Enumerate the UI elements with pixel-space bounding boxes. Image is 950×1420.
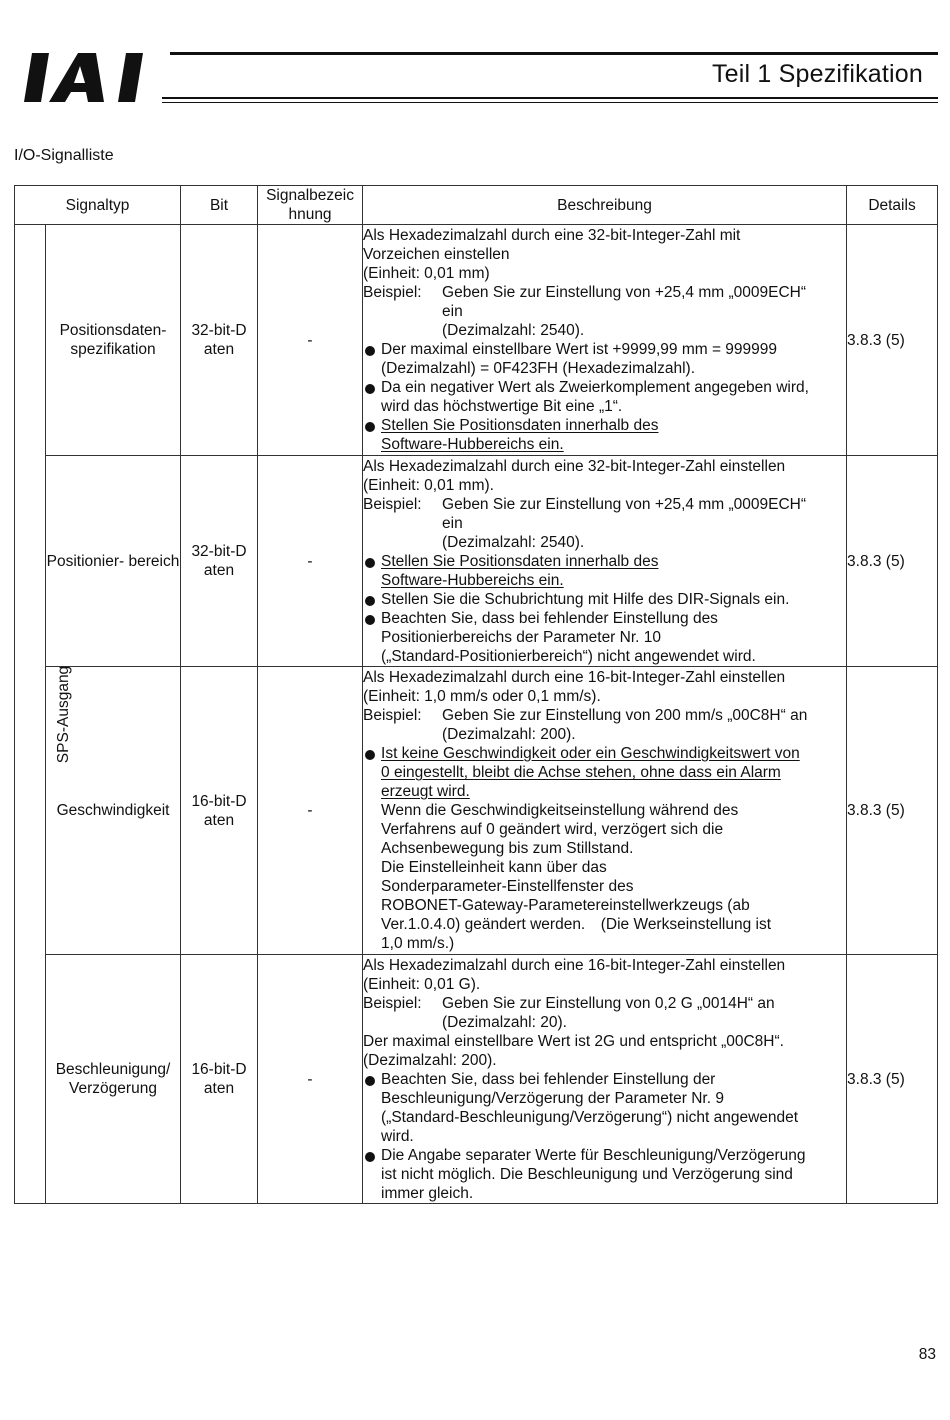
continuation-line: Achsenbewegung bis zum Stillstand. bbox=[381, 840, 634, 857]
table-row bbox=[15, 456, 938, 667]
bullet-icon bbox=[363, 340, 381, 378]
section-title: I/O-Signalliste bbox=[14, 147, 114, 164]
example-label: Beispiel: bbox=[363, 284, 422, 301]
header-rule-bottom-thin bbox=[162, 102, 938, 103]
description-line: (Einheit: 0,01 mm) bbox=[363, 265, 490, 282]
example-label: Beispiel: bbox=[363, 495, 422, 513]
bullet-line: Die Angabe separater Werte für Beschleunigung/Verzögerung bbox=[381, 1146, 806, 1164]
example-label: Beispiel: bbox=[363, 707, 422, 724]
document-title: Teil 1 Spezifikation bbox=[711, 60, 923, 88]
column-header-signaltyp: Signaltyp bbox=[15, 186, 181, 225]
bullet-line: Software-Hubbereichs ein. bbox=[381, 436, 564, 453]
details-cell: 3.8.3 (5) bbox=[847, 456, 938, 667]
example-line: ein bbox=[442, 303, 463, 320]
bullet-item bbox=[363, 609, 846, 666]
page-header bbox=[0, 0, 950, 110]
example-label: Beispiel: bbox=[363, 994, 422, 1012]
table-row bbox=[15, 667, 938, 955]
signal-type-cell: Beschleunigung/ Verzögerung bbox=[46, 955, 181, 1204]
signal-type-cell: Positionsdaten- spezifikation bbox=[46, 225, 181, 456]
example-line: ein bbox=[442, 514, 463, 532]
signal-name-cell: - bbox=[258, 667, 363, 955]
bullet-item bbox=[363, 1070, 846, 1146]
table-row bbox=[15, 225, 938, 456]
bullet-line: Beachten Sie, dass bei fehlender Einstellung der bbox=[381, 1070, 716, 1088]
bullet-line: Positionierbereichs der Parameter Nr. 10 bbox=[381, 628, 662, 646]
description-line: Als Hexadezimalzahl durch eine 32-bit-Integer-Zahl mit bbox=[363, 227, 741, 244]
description-line: (Einheit: 0,01 G). bbox=[363, 975, 481, 993]
continuation-line: Wenn die Geschwindigkeitseinstellung während des bbox=[381, 802, 739, 819]
bullet-item bbox=[363, 340, 846, 378]
bullet-icon bbox=[363, 416, 381, 454]
description-line: Als Hexadezimalzahl durch eine 16-bit-Integer-Zahl einstellen bbox=[363, 956, 786, 974]
io-signal-table bbox=[14, 185, 938, 1204]
bullet-item bbox=[363, 378, 846, 416]
example-block bbox=[363, 283, 846, 302]
bullet-icon bbox=[363, 378, 381, 416]
bit-cell: 32-bit-D aten bbox=[181, 456, 258, 667]
example-line: (Dezimalzahl: 2540). bbox=[442, 322, 585, 339]
example-line: Geben Sie zur Einstellung von 200 mm/s „00C8H“ an bbox=[442, 707, 808, 724]
column-header-bit: Bit bbox=[181, 186, 258, 225]
bullet-line: Ist keine Geschwindigkeit oder ein Geschwindigkeitswert von bbox=[381, 745, 800, 762]
description-cell bbox=[363, 667, 847, 955]
signal-name-cell: - bbox=[258, 456, 363, 667]
example-line: (Dezimalzahl: 20). bbox=[442, 1013, 567, 1031]
signal-name-cell: - bbox=[258, 955, 363, 1204]
description-cell bbox=[363, 955, 847, 1204]
details-cell: 3.8.3 (5) bbox=[847, 225, 938, 456]
bullet-line: (Dezimalzahl) = 0F423FH (Hexadezimalzahl). bbox=[381, 360, 695, 377]
iai-logo bbox=[22, 50, 162, 105]
description-line: (Dezimalzahl: 200). bbox=[363, 1051, 497, 1069]
example-block bbox=[363, 994, 846, 1013]
bullet-line: Da ein negativer Wert als Zweierkomplement angegeben wird, bbox=[381, 379, 809, 396]
description-cell bbox=[363, 225, 847, 456]
bullet-line: wird. bbox=[381, 1127, 414, 1145]
bullet-line: Der maximal einstellbare Wert ist +9999,99 mm = 999999 bbox=[381, 341, 778, 358]
continuation-line: Sonderparameter-Einstellfenster des bbox=[381, 878, 634, 895]
bullet-item bbox=[363, 590, 846, 609]
bullet-line: immer gleich. bbox=[381, 1184, 474, 1202]
header-rule-top bbox=[170, 52, 938, 55]
column-header-details: Details bbox=[847, 186, 938, 225]
bullet-item bbox=[363, 552, 846, 590]
bullet-line: („Standard-Beschleunigung/Verzögerung“) nicht angewendet bbox=[381, 1108, 799, 1126]
signal-name-cell: - bbox=[258, 225, 363, 456]
bullet-line: ist nicht möglich. Die Beschleunigung und Verzögerung sind bbox=[381, 1165, 793, 1183]
page-number: 83 bbox=[918, 1346, 936, 1363]
example-block bbox=[363, 495, 846, 514]
bullet-icon bbox=[363, 744, 381, 801]
example-line: Geben Sie zur Einstellung von 0,2 G „0014H“ an bbox=[442, 994, 775, 1012]
signal-type-cell: Positionier- bereich bbox=[46, 456, 181, 667]
bullet-line: erzeugt wird. bbox=[381, 783, 470, 800]
example-line: (Dezimalzahl: 2540). bbox=[442, 533, 585, 551]
bullet-line: Stellen Sie Positionsdaten innerhalb des bbox=[381, 552, 659, 570]
continuation-line: Die Einstelleinheit kann über das bbox=[381, 859, 607, 876]
table-header-row bbox=[15, 186, 938, 225]
table-row bbox=[15, 955, 938, 1204]
bullet-line: Beachten Sie, dass bei fehlender Einstellung des bbox=[381, 609, 718, 627]
bullet-icon bbox=[363, 1070, 381, 1146]
header-rule-bottom bbox=[162, 97, 938, 99]
description-line: (Einheit: 1,0 mm/s oder 0,1 mm/s). bbox=[363, 688, 601, 705]
bullet-item bbox=[363, 744, 846, 801]
description-line: Vorzeichen einstellen bbox=[363, 246, 510, 263]
bullet-icon bbox=[363, 609, 381, 666]
signal-type-cell: Geschwindigkeit bbox=[46, 667, 181, 955]
description-line: Als Hexadezimalzahl durch eine 32-bit-Integer-Zahl einstellen bbox=[363, 457, 786, 475]
example-line: Geben Sie zur Einstellung von +25,4 mm „0009ECH“ bbox=[442, 284, 807, 301]
bit-cell: 16-bit-D aten bbox=[181, 955, 258, 1204]
details-cell: 3.8.3 (5) bbox=[847, 955, 938, 1204]
bullet-line: Stellen Sie Positionsdaten innerhalb des bbox=[381, 417, 659, 434]
column-header-signal-name: Signalbezeic hnung bbox=[258, 186, 363, 225]
bullet-icon bbox=[363, 552, 381, 590]
continuation-line: Verfahrens auf 0 geändert wird, verzögert sich die bbox=[381, 821, 724, 838]
bit-cell: 32-bit-D aten bbox=[181, 225, 258, 456]
bullet-line: („Standard-Positionierbereich“) nicht angewendet wird. bbox=[381, 647, 756, 665]
bullet-icon bbox=[363, 1146, 381, 1203]
description-line: Als Hexadezimalzahl durch eine 16-bit-Integer-Zahl einstellen bbox=[363, 669, 786, 686]
description-line: Der maximal einstellbare Wert ist 2G und entspricht „00C8H“. bbox=[363, 1032, 784, 1050]
example-line: Geben Sie zur Einstellung von +25,4 mm „0009ECH“ bbox=[442, 495, 807, 513]
bullet-icon bbox=[363, 590, 381, 609]
continuation-line: Ver.1.0.4.0) geändert werden. (Die Werkseinstellung ist bbox=[381, 916, 772, 933]
bullet-line: Stellen Sie die Schubrichtung mit Hilfe des DIR-Signals ein. bbox=[381, 590, 790, 608]
bullet-line: Software-Hubbereichs ein. bbox=[381, 571, 564, 589]
column-header-beschreibung: Beschreibung bbox=[363, 186, 847, 225]
bullet-item bbox=[363, 416, 846, 454]
bullet-line: wird das höchstwertige Bit eine „1“. bbox=[381, 398, 623, 415]
bullet-line: Beschleunigung/Verzögerung der Parameter Nr. 9 bbox=[381, 1089, 724, 1107]
example-block bbox=[363, 706, 846, 725]
group-cell bbox=[15, 225, 73, 1204]
group-label-sps-ausgang: SPS-Ausgang bbox=[55, 665, 73, 763]
continuation-line: ROBONET-Gateway-Parametereinstellwerkzeugs (ab bbox=[381, 897, 750, 914]
description-line: (Einheit: 0,01 mm). bbox=[363, 476, 494, 494]
continuation-line: 1,0 mm/s.) bbox=[381, 935, 455, 952]
bullet-line: 0 eingestellt, bleibt die Achse stehen, ohne dass ein Alarm bbox=[381, 764, 781, 781]
example-line: (Dezimalzahl: 200). bbox=[442, 726, 576, 743]
bit-cell: 16-bit-D aten bbox=[181, 667, 258, 955]
description-cell bbox=[363, 456, 847, 667]
details-cell: 3.8.3 (5) bbox=[847, 667, 938, 955]
bullet-item bbox=[363, 1146, 846, 1203]
